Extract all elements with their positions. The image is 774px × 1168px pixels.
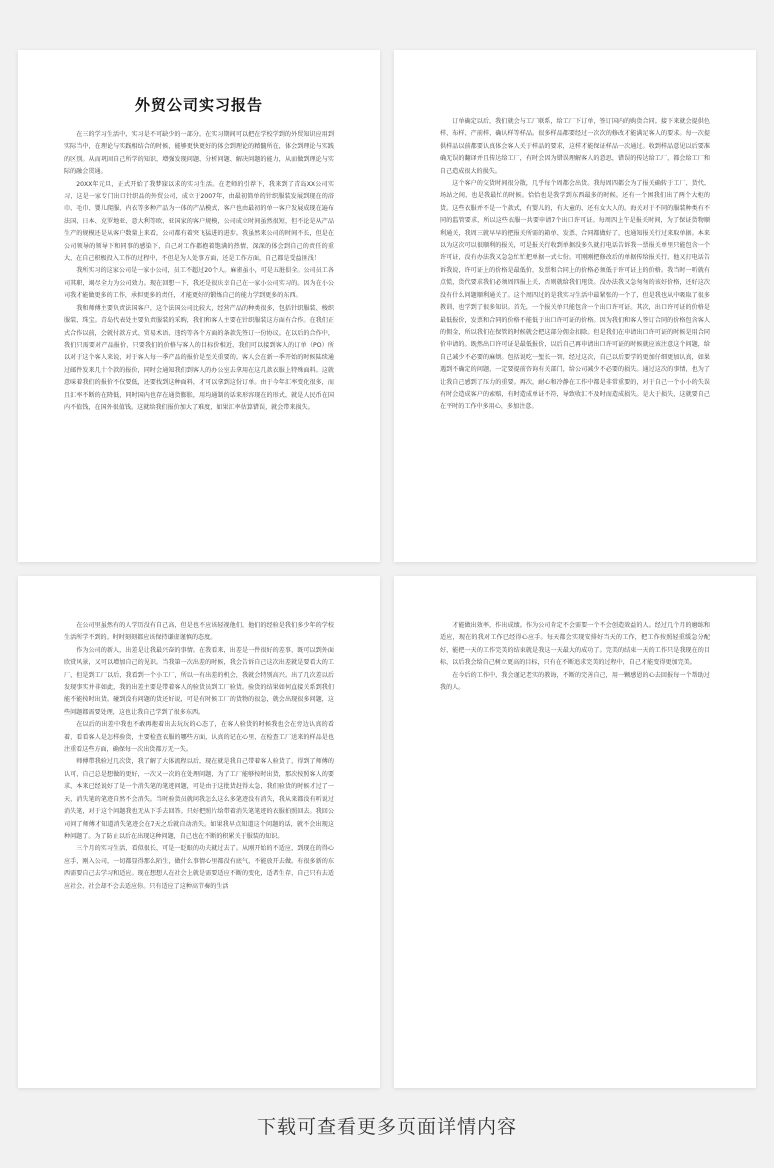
paragraph: 师傅带我验过几次货，我了解了大体流程以后，现在就是我自己带着客人验货了，得到了师傅的认可，自己总是想做的更好，一次又一次的在处理问题，为了工厂能够按时出货，那次按照客人的要求，本来已经说好了是一个消失笔的笔迹问题，可是由于这批货赶得太急，我们验货的时候才过了一天，消失笔的笔迹自然不会消失。当时验货员就问我怎么这么多笔迹没有消失，我从来都没有听说过消失笔，对于这个问题我也无从下手去回答。只好把照片给带着消失笔笔迹的衣服拍照回去。我回公司问了师傅才知道消失笔迹会在7天之后就自动消失。如果我早点知道这个问题的话，就不会出现这种问题了。为了防止以后在出现这种问题，自己也在不断的积累关于服装的知识。 <box>64 758 334 840</box>
paragraph: 在今后的工作中，我会谨记老实的教诲，不断的完善自己，用一颗感恩的心去回报每一个帮助过我的人。 <box>440 671 710 692</box>
paragraph: 我所实习的这家公司是一家小公司，员工不超过20个人。麻雀虽小，可是五脏俱全。公司员工各司其职，竭尽全力为公司效力。现在回想一下，我还是很庆幸自己在一家小公司实习的。因为在小公司我才能做更多的工作，承担更多的责任，才能更好的锻炼自己的能力学到更多的东西。 <box>64 267 334 300</box>
document-page-1 <box>18 50 380 562</box>
paragraph: 在以后的出差中我也不敢再抱着出去玩玩的心态了，在客人验货的时候我也会在旁边认真的看着，看看客人是怎样验货，主要检查衣服的哪些方面，认真的记在心里，在检查工厂送来的样品是也注重看这些方面，确保每一次出货都万无一失。 <box>64 721 334 754</box>
paragraph: 在三的学习生活中，实习是不可缺少的一部分。在实习期间可以把在学校学到的外贸知识应用到实际当中，在理论与实践相结合的时候，能够更快更好的体会到理论的精髓所在，体会到理论与实践的区别。从而巩固自己所学的知识，增强发现问题、分析问题、解决问题的能力，从而做到理论与实际的融会贯通。 <box>64 131 334 176</box>
document-title: 外贸公司实习报告 <box>134 96 263 114</box>
document-page-3 <box>18 576 380 1088</box>
paragraph: 订单确定以后，我们就会与工厂联系，给工厂下订单，签订国内的购货合同。接下来就会提供色样、布样、产前样，确认样等样品。很多样品都要经过一次次的修改才能满足客人的要求。每一次提供样品以前都要认真体会客人关于样品的要求，这样才能保证样品一次通过。收到样品意见以后要准确无误的翻译并且传达给工厂，有时会因为错误理解客人的意思，错误的传达给工厂，都会给工厂和自己造成很大的损失。 <box>440 118 710 175</box>
document-page-2 <box>394 50 756 562</box>
download-more-caption[interactable]: 下载可查看更多页面详情内容 <box>256 1116 517 1138</box>
paragraph: 20XX年元旦，正式开始了我梦寐以求的实习生活。在老师的引荐下，我来到了青岛XX公司实习，这是一家专门出口针织品的外贸公司，成立于2007年，由最初简单的针织服装发展到现在的浴巾、毛巾、婴儿爬服、内衣等多种产品为一体的产品模式，客户也由最初的单一客户发展成现在遍布法国、日本、克罗地亚、意大利等欧、亚国家的客户规模，公司成立时间虽然很短，但不论是从产品生产的规模还是从客户数量上来看，公司都有着突飞猛进的进步。我虽然来公司的时间不长，但是在公司领导的领导下和同事的感染下，自己对工作都抱着饱满的热情，深深的体会到自己的责任的重大，在自己积极投入工作的过程中，不但是为人处事方面，还是工作方面，自己都是受益匪浅！ <box>64 180 334 263</box>
paragraph: 才能做出效率，作出成绩。作为公司肯定不会需要一个不会创造效益的人。经过几个月的磨练和适应，现在的我对工作已经得心应手。每天都会实现安排好当天的工作，把工作按照轻重缓急分配好，能把一天的工作完美的结束就是我这一天最大的成功了。完美的结束一天的工作只是我现在的目标，以后我会给自己树立更高的目标，只有在不断追求完美的过程中，自己才能变得更加完美。 <box>440 622 710 667</box>
paragraph: 我和师傅主要负责法国客户，这个法国公司比较大，经营产品的种类很多，包括针织服装、梭织服装、珠宝。青岛代表处主要负责服装的采购，我们和客人主要在针织服装这方面有合作。在我们正式合作以前，会就付款方式、贸易术语、违约等各个方面的条款先签订一份协议。在以后的合作中，我们只需要对产品报价，只要我们的价格与客人的目标价相近，我们可以接到客人的订单（PO）所以对于这个客人来说，对于客人每一季产品的报价是至关重要的。客人会在新一季开始的时候陆续通过邮件发来几十个款的报价，同时会通知我们到客人的办公室去拿用在这几款衣服上特殊面料。这就意味着我们的报价不仅要低，还要找到这种面料，才可以拿到这份订单。由于今年汇率变化很多，而且汇率不断的在降低，同时国内也存在通货膨胀，用均通制的话来形容现在的形式，就是人民币在国内不值钱，在国外很值钱。这就给我们报价加大了难度，如果汇率估算错误，就会带来损失。 <box>64 304 334 411</box>
paragraph: 作为公司的新人，出差是让我最兴奋的事情。在我看来，出差是一件很好的差事，既可以到外面欣赏风景，又可以增加自己的见识。当我第一次出差的时候，我会告诉自己这次出差就是要看大的工厂，但是到工厂以后，我看到一个小工厂，所以一有出差的机会，我就会特别高兴。出了几次差以后发现事实并非如此，我的出差主要是带着客人的验货员到工厂验货。验货的结果如何直接关系到我们能不能按时出货。碰到没有问题的货还好说，可是有时候工厂的货物的很急，就会出现很多问题，这些问题都需要处理，这也让我自己学到了很多东西。 <box>64 646 334 716</box>
document-page-4 <box>394 576 756 1088</box>
paragraph: 在公司里虽然有的人学历没有自己高，但是也不应该轻视他们，他们的经验是我们多少年的学校生活所学不到的。时时刻刻都应该保持谦虚谨慎的态度。 <box>64 622 334 642</box>
paragraph: 这个客户的交货时间很分散，几乎每个周都会出货。我每周四都会为了报关确转于工厂、货代、场站之间，也是我最忙的时候。恰恰也是我学到东西最多的时候。还有一个困我们出了两个大柜的货。这些衣服并不是一个款式，有婴儿的，有大童的，还有女大人的。海关对于不同的服装种类有不同的监管要求，所以这些衣服一共要申请7个出口许可证。每周四上午是报关时间，为了保证货物顺利通关，我周三就早早的把报关所需的箱单、发票、合同都做好了，也通知报关行过来取单据。本来以为这次可以很顺利的报关，可是报关行收到单据没多久就打电话告诉我一票报关单里只能包含一个许可证，没有办法我又急急忙忙把单据一式七份。可刚刚把修改后的单据传给报关行，他又打电话告诉我说，许可证上的价格是最低价，发票和合同上的价格必须低于许可证上的价格。我当时一听就有点慌，货代要求我们必须周四报上关，否则就给我们甩货。没办法我又急匆匆的该好价格，还好这次没有什么问题顺利通关了。这个周四过的是我实习生活中最紧张的一个了，但是我也从中吸取了很多教训，也学到了很多知识。首先，一个报关单只能包含一个出口许可证。其次，出口许可证的价格是最低报价，发票和合同的价格不能低于出口许可证的价格。因为我们和客人签订合同的价格包含客人的佣金，所以我们在保管的时候就会把这部分佣金扣除。但是我们在申请出口许可证的时候是用合同价申请的。既然出口许可证是最低报价，以后自己再申请出口许可证的时候就应该注意这个问题，给自己减少不必要的麻烦。包括说吃一堑长一智，经过这次，自己以后要学的更加仔细更加认真，如果遇到不确定的问题，一定要提前咨询有关部门，给公司减少不必要的损失。通过这次的事情，也为了让我自己感到了压力的重要。再次，耐心和冷静在工作中都是非常重要的，对于自己一个小小的失误有时会造成客户的索赔，有时造成单证不符，导致收汇不及时而造成损失。是大于损失，这就要自己在平时的工作中多用心，多加注意。 <box>440 180 710 411</box>
paragraph: 三个月的实习生活，看似很长，可是一眨眼的功夫就过去了。从刚开始的不适应，到现在的得心应手，刚入公司，一切都显得那么陌生，做什么事情心里都没有底气，不能放开去做。有很多新的东西需要自己去学习和适应。现在想想人在社会上就是需要适应不断的变化，适者生存，自己只有去适应社会，社会却不会去适应你。只有适应了这种高节奏的生活 <box>64 845 334 890</box>
